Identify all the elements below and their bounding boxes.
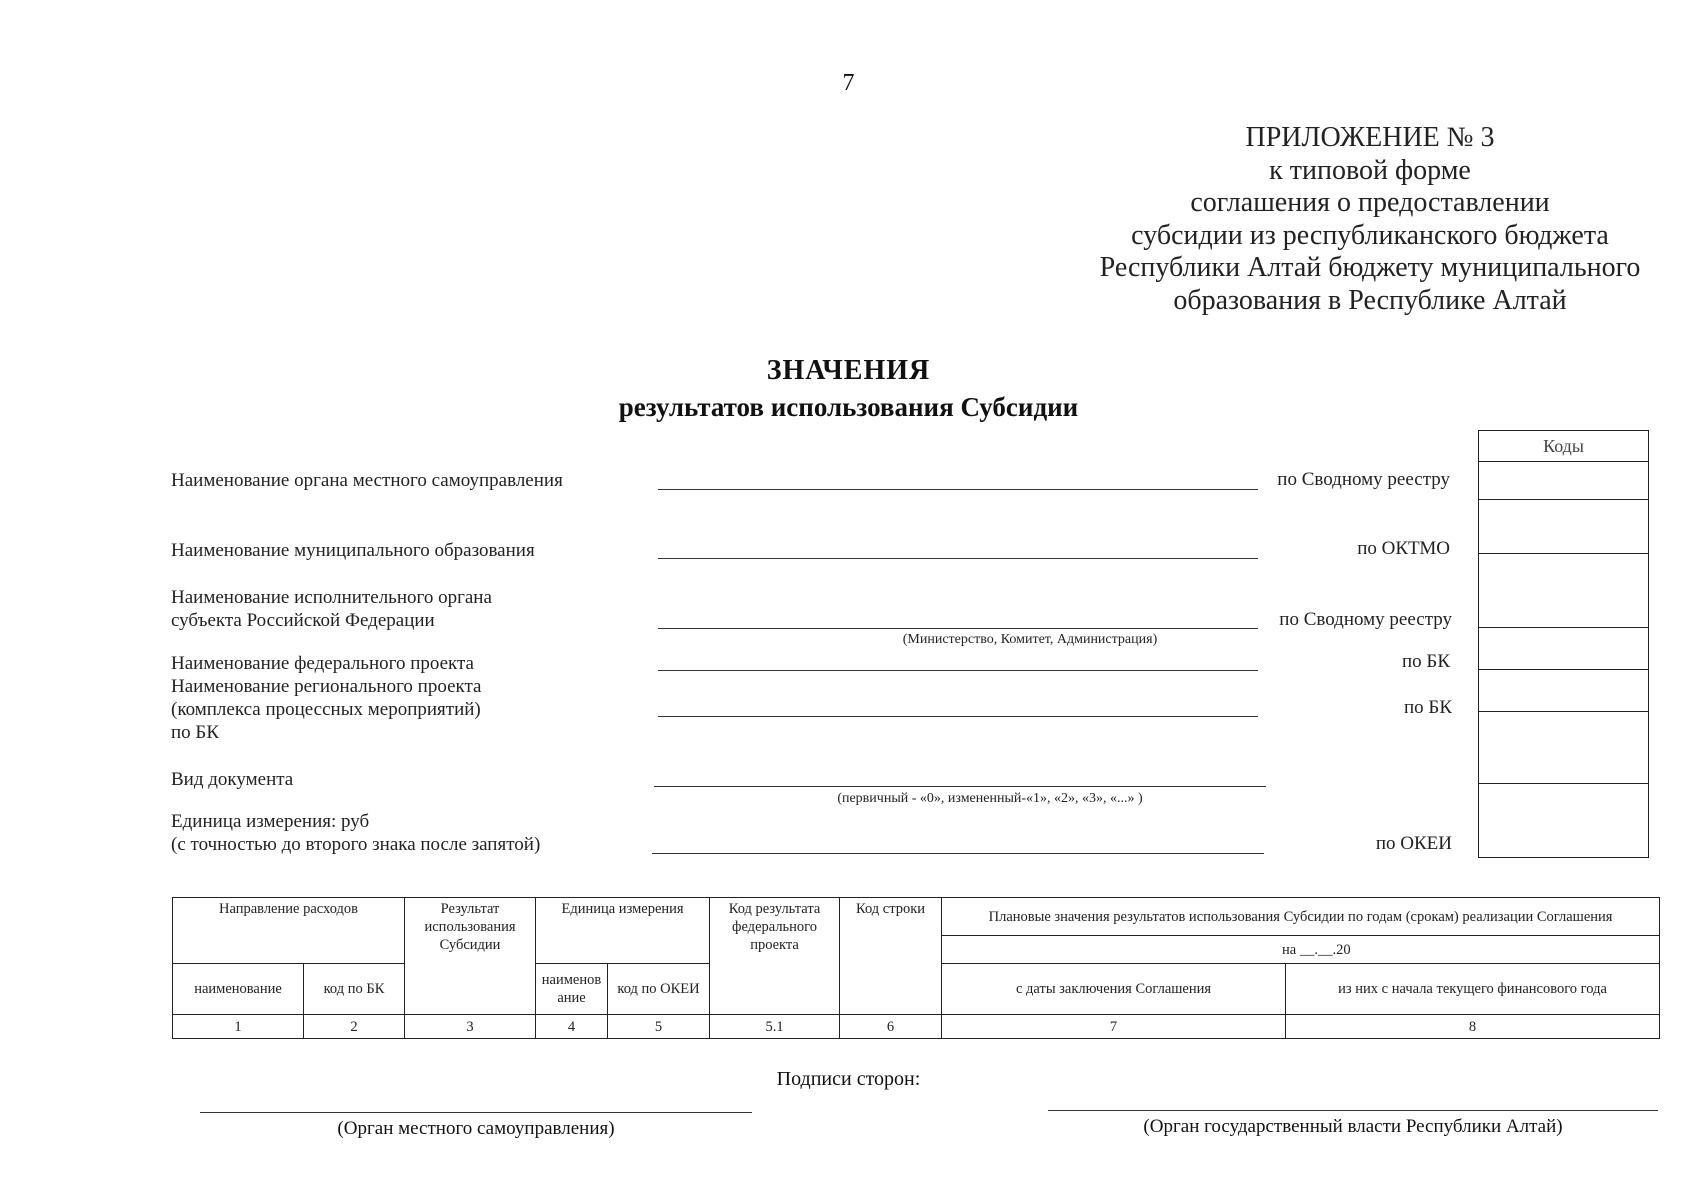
doc-type-field[interactable]	[654, 786, 1266, 787]
fed-project-label: Наименование федерального проекта	[171, 653, 474, 674]
codes-divider	[1479, 499, 1648, 500]
local-gov-field[interactable]	[658, 489, 1258, 490]
header-row-code: Код строки	[840, 898, 942, 1015]
appendix-line: Республики Алтай бюджету муниципального	[1099, 252, 1641, 283]
fed-project-code-label: по БК	[1401, 651, 1450, 672]
column-number: 5	[608, 1015, 710, 1039]
appendix-line: ПРИЛОЖЕНИЕ № 3	[1245, 122, 1495, 153]
fed-project-field[interactable]	[658, 670, 1258, 671]
signature-line-left[interactable]	[200, 1112, 752, 1113]
page-number: 7	[842, 70, 855, 96]
codes-divider	[1479, 627, 1648, 628]
header-unit-name: наименов ание	[536, 964, 608, 1015]
reg-project-label-line: (комплекса процессных мероприятий)	[171, 699, 481, 720]
column-number: 5.1	[710, 1015, 840, 1039]
unit-label-line: Единица измерения: руб	[171, 811, 370, 832]
local-gov-code-label: по Сводному реестру	[1277, 469, 1450, 490]
header-unit: Единица измерения	[536, 898, 710, 964]
appendix-line: к типовой форме	[1269, 154, 1471, 186]
column-number: 1	[173, 1015, 304, 1039]
unit-field[interactable]	[652, 853, 1264, 854]
header-result: Результат использования Субсидии	[405, 898, 536, 1015]
doc-type-label: Вид документа	[171, 769, 294, 790]
doc-type-note: (первичный - «0», измененный-«1», «2», «3», «...» )	[837, 791, 1143, 806]
signatures-title: Подписи сторон:	[776, 1068, 921, 1090]
reg-project-field[interactable]	[658, 716, 1258, 717]
header-direction: Направление расходов	[173, 898, 405, 964]
codes-header: Коды	[1479, 431, 1648, 462]
signature-line-right[interactable]	[1048, 1110, 1658, 1111]
signature-label-right: (Орган государственный власти Республики Алтай)	[1143, 1116, 1563, 1137]
appendix-line: образования в Республике Алтай	[1173, 284, 1567, 316]
codes-divider	[1479, 711, 1648, 712]
exec-body-label-line: Наименование исполнительного органа	[171, 587, 492, 608]
codes-divider	[1479, 669, 1648, 670]
appendix-line: субсидии из республиканского бюджета	[1131, 219, 1609, 251]
exec-body-note: (Министерство, Комитет, Администрация)	[902, 632, 1158, 647]
reg-project-label-line: по БК	[171, 722, 220, 743]
reg-project-code-label: по БК	[1403, 697, 1452, 718]
unit-label	[171, 810, 540, 856]
column-number: 4	[536, 1015, 608, 1039]
results-table	[172, 897, 1660, 1039]
column-number: 2	[304, 1015, 405, 1039]
appendix-heading	[1040, 122, 1697, 317]
header-from-year: из них с начала текущего финансового года	[1286, 964, 1660, 1015]
local-gov-label: Наименование органа местного самоуправления	[171, 470, 563, 491]
codes-box	[1478, 430, 1649, 858]
header-fed-code: Код результата федерального проекта	[710, 898, 840, 1015]
unit-label-line: (с точностью до второго знака после запятой)	[171, 834, 541, 855]
column-number: 6	[840, 1015, 942, 1039]
column-number: 3	[405, 1015, 536, 1039]
municipality-code-label: по ОКТМО	[1357, 538, 1450, 559]
municipality-label: Наименование муниципального образования	[171, 540, 535, 561]
codes-divider	[1479, 783, 1648, 784]
document-title: ЗНАЧЕНИЯ	[766, 355, 931, 386]
header-bk-code: код по БК	[304, 964, 405, 1015]
exec-body-label-line: субъекта Российской Федерации	[171, 610, 435, 631]
exec-body-code-label: по Сводному реестру	[1279, 609, 1452, 630]
reg-project-label-line: Наименование регионального проекта	[171, 676, 482, 697]
column-number: 7	[942, 1015, 1286, 1039]
reg-project-label	[171, 675, 481, 744]
header-date: на __.__.20	[1282, 941, 1351, 958]
codes-divider	[1479, 553, 1648, 554]
header-okei: код по ОКЕИ	[608, 964, 710, 1015]
header-date-cell	[942, 936, 1660, 964]
signature-label-left: (Орган местного самоуправления)	[337, 1118, 615, 1139]
column-number: 8	[1286, 1015, 1660, 1039]
header-from-date: с даты заключения Соглашения	[942, 964, 1286, 1015]
header-planned: Плановые значения результатов использования Субсидии по годам (срокам) реализации Соглашения	[942, 898, 1660, 936]
municipality-field[interactable]	[658, 558, 1258, 559]
exec-body-label	[171, 586, 492, 632]
exec-body-field[interactable]	[658, 628, 1258, 629]
unit-code-label: по ОКЕИ	[1375, 833, 1452, 854]
appendix-line: соглашения о предоставлении	[1190, 187, 1550, 218]
document-subtitle: результатов использования Субсидии	[618, 392, 1079, 422]
header-name: наименование	[173, 964, 304, 1015]
